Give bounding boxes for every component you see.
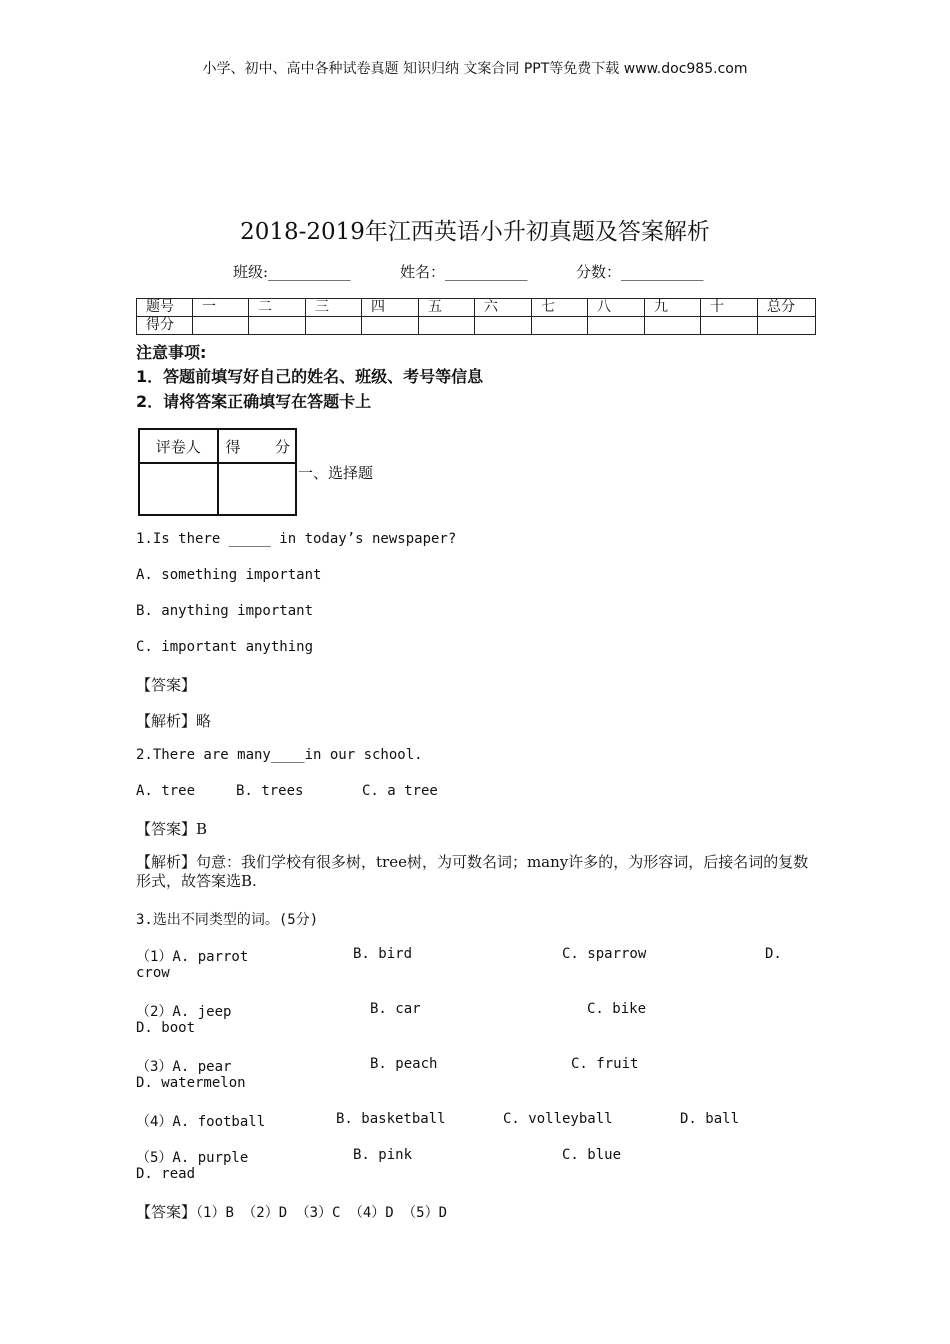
score-table-cell: 七 <box>532 299 588 317</box>
group-1-option-b: B. bird <box>353 946 413 962</box>
question-1-option-c: C. important anything <box>136 639 314 655</box>
group-2-option-d: D. boot <box>136 1020 196 1036</box>
group-3-option-d: D. watermelon <box>136 1075 246 1091</box>
group-4-option-c: C. volleyball <box>503 1111 613 1127</box>
score-cell[interactable] <box>193 317 249 335</box>
grader-cell[interactable] <box>139 463 218 515</box>
score-table-cell: 六 <box>475 299 532 317</box>
notes-heading: 注意事项: <box>136 343 207 362</box>
class-field: 班级:___________ <box>233 263 351 281</box>
question-3-stem: 3.选出不同类型的词。(5分) <box>136 912 319 928</box>
question-2-option-a: A. tree <box>136 783 196 799</box>
group-3-option-a: （3）A. pear <box>136 1059 232 1075</box>
question-1-analysis: 【解析】略 <box>136 712 212 730</box>
grader-label-cell <box>139 429 218 463</box>
question-2-answer: 【答案】B <box>136 820 208 838</box>
group-1-option-d: crow <box>136 965 170 981</box>
group-4-option-d: D. ball <box>680 1111 740 1127</box>
score-table-score-row <box>137 317 816 335</box>
note-item: 1．答题前填写好自己的姓名、班级、考号等信息 <box>136 367 484 386</box>
score-table-header-row <box>137 299 816 317</box>
group-5-option-a: （5）A. purple <box>136 1150 249 1166</box>
score-cell[interactable] <box>532 317 588 335</box>
score-label-left: 得 <box>225 437 241 456</box>
group-4-option-a: （4）A. football <box>136 1114 266 1130</box>
score-table-cell: 九 <box>645 299 701 317</box>
score-table-cell: 题号 <box>137 299 193 317</box>
score-cell[interactable] <box>758 317 816 335</box>
question-1-answer: 【答案】 <box>136 676 197 694</box>
group-2-option-a: （2）A. jeep <box>136 1004 232 1020</box>
score-table-cell: 十 <box>701 299 758 317</box>
question-2-analysis: 【解析】句意：我们学校有很多树，tree树，为可数名词；many许多的，为形容词，后接名词的复数形式，故答案选B. <box>136 853 809 890</box>
score-cell[interactable] <box>306 317 362 335</box>
score-table-cell: 三 <box>306 299 362 317</box>
question-2-option-b: B. trees <box>236 783 304 799</box>
group-3-option-c: C. fruit <box>571 1056 639 1072</box>
score-table-cell: 二 <box>249 299 306 317</box>
note-item: 2．请将答案正确填写在答题卡上 <box>136 392 372 411</box>
group-1-option-c: C. sparrow <box>562 946 647 962</box>
score-label-right: 分 <box>274 437 290 456</box>
group-3-option-b: B. peach <box>370 1056 438 1072</box>
question-1-option-b: B. anything important <box>136 603 314 619</box>
score-cell[interactable] <box>701 317 758 335</box>
score-table <box>136 298 816 335</box>
question-3-answer-label: 【答案】 <box>136 1203 197 1221</box>
group-2-option-b: B. car <box>370 1001 421 1017</box>
header-banner: 小学、初中、高中各种试卷真题 知识归纳 文案合同 PPT等免费下载 www.doc985.com <box>202 61 748 77</box>
score-table-cell: 五 <box>419 299 475 317</box>
score-label <box>220 436 295 457</box>
score-cell[interactable] <box>645 317 701 335</box>
group-4-option-b: B. basketball <box>336 1111 446 1127</box>
score-table-cell: 八 <box>588 299 645 317</box>
name-field: 姓名：___________ <box>400 263 528 281</box>
question-3-answer-value: （1）B （2）D （3）C （4）D （5）D <box>196 1205 448 1221</box>
group-2-option-c: C. bike <box>587 1001 647 1017</box>
question-2-stem: 2.There are many____in our school. <box>136 747 423 763</box>
group-5-option-c: C. blue <box>562 1147 622 1163</box>
score-cell[interactable] <box>249 317 306 335</box>
question-2-option-c: C. a tree <box>362 783 438 799</box>
score-cell[interactable] <box>362 317 419 335</box>
group-5-option-d: D. read <box>136 1166 196 1182</box>
question-1-option-a: A. something important <box>136 567 322 583</box>
grader-score-cell[interactable] <box>218 463 297 515</box>
group-1-option-a: （1）A. parrot <box>136 949 249 965</box>
score-table-cell: 一 <box>193 299 249 317</box>
score-table-row-label: 得分 <box>137 317 193 335</box>
grader-label: 评卷人 <box>155 437 201 456</box>
group-5-option-b: B. pink <box>353 1147 413 1163</box>
group-1-option-d-label: D. <box>765 946 782 962</box>
score-table-cell: 总分 <box>758 299 816 317</box>
section-title: 一、选择题 <box>298 464 374 482</box>
score-table-cell: 四 <box>362 299 419 317</box>
question-3-answer <box>136 1201 447 1222</box>
question-1-stem: 1.Is there _____ in today’s newspaper? <box>136 531 457 547</box>
score-cell[interactable] <box>475 317 532 335</box>
score-cell[interactable] <box>419 317 475 335</box>
score-cell[interactable] <box>588 317 645 335</box>
score-label-cell <box>218 429 297 463</box>
grader-box <box>138 428 297 516</box>
page-title: 2018-2019年江西英语小升初真题及答案解析 <box>240 219 710 245</box>
score-field: 分数：___________ <box>576 263 704 281</box>
